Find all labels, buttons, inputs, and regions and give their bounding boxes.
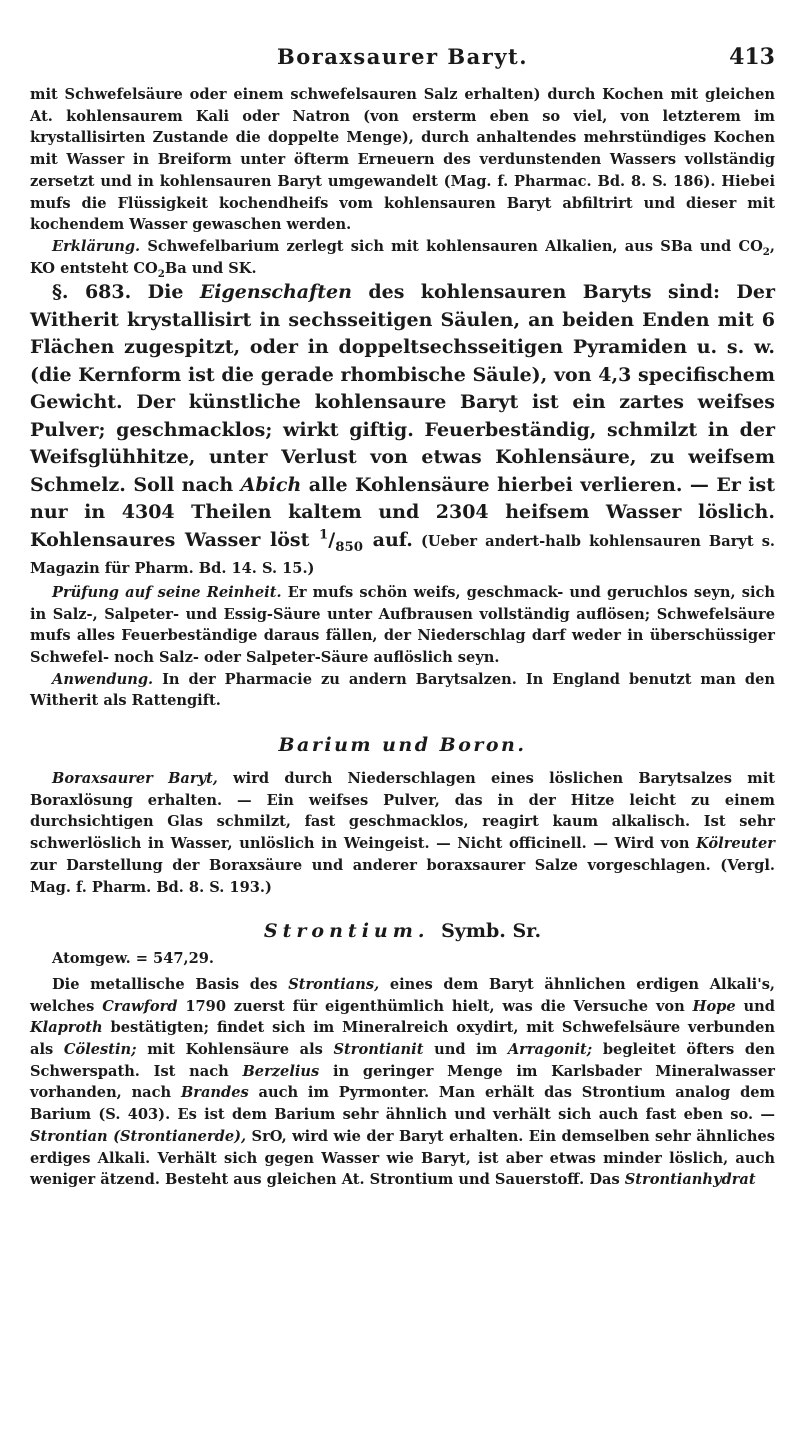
page-number: 413	[729, 44, 775, 70]
paragraph-text: , KO entsteht CO	[30, 237, 775, 277]
fraction-denominator: 850	[335, 539, 364, 555]
paragraph-text: bestätigten; findet sich im Mineralreich oxydirt, mit Schwefelsäure verbunden als	[30, 1019, 775, 1059]
paragraph-text: in geringer Menge im Karlsbader Mineralwasser vorhanden, nach	[30, 1062, 775, 1102]
paragraph-note: (Ueber andert-halb kohlensauren Baryt s. Magazin für Pharm. Bd. 14. S. 15.)	[30, 532, 775, 578]
paragraph-text: mit Schwefelsäure oder einem schwefelsauren Salz erhalten) durch Kochen mit gleichen At. kohlensaurem Kali oder Natron (von ersterm eben so viel, von letzterem im krystallisirten Zustande die doppelte Menge), durch anhaltendes mehrstündiges Kochen mit Wasser in Breiform unter öfterm Erneuern des verdunstenden Wassers vollständig zersetzt und in kohlensauren Baryt umgewandelt (Mag. f. Pharmac. Bd. 8. S. 186). Hiebei mufs die Flüssigkeit kochendheifs vom kohlensauren Baryt abfiltrirt und dieser mit kochendem Wasser gewaschen werden.	[30, 86, 775, 234]
emphasis-text: Strontian (Strontianerde),	[30, 1127, 247, 1145]
paragraph-text: und	[735, 997, 775, 1015]
fraction: $^1/_{850}$	[319, 527, 364, 555]
paragraph-text: 1790 zuerst für eigenthümlich hielt, was die Versuche von	[177, 997, 693, 1015]
paragraph-text: Schwefelbarium zerlegt sich mit kohlensauren Alkalien, aus SBa und CO	[140, 237, 763, 255]
mineral-name: Arragonit;	[507, 1041, 593, 1059]
author-name: Berzelius	[242, 1062, 320, 1080]
mineral-name: Strontianit	[333, 1041, 424, 1059]
paragraph-text: auch im Pyrmonter. Man erhält das Strontium analog dem Barium (S. 403). Es ist dem Barium sehr ähnlich und verhält sich auch fast eben so. —	[30, 1084, 776, 1124]
paragraph-text: Die metallische Basis des	[52, 975, 289, 993]
subscript: 2	[157, 267, 165, 280]
subscript: 2	[762, 245, 770, 258]
paragraph-text: und im	[423, 1041, 508, 1059]
fraction-numerator: 1	[319, 527, 329, 543]
paragraph-text: SrO, wird wie der Baryt erhalten. Ein demselben sehr ähnliches erdiges Alkali. Verhält sich gegen Wasser wie Baryt, ist aber etwas minder löslich, auch weniger ätzend. Besteht aus gleichen At. Strontium und Sauerstoff. Das	[30, 1127, 775, 1189]
author-name: Crawford	[102, 997, 178, 1015]
element-symbol: Symb. Sr.	[441, 920, 542, 943]
paragraph-text: wird durch Niederschlagen eines löslichen Barytsalzes mit Boraxlösung erhalten. — Ein weifses Pulver, das in der Hitze leicht zu einem durchsichtigen Glas schmilzt, fast geschmacklos, reagirt kaum alkalisch. Ist sehr schwerlöslich in Wasser, unlöslich in Weingeist. — Nicht officinell. — Wird von	[30, 770, 775, 853]
author-name: Klaproth	[30, 1019, 103, 1037]
label-explanation: Erklärung.	[52, 237, 141, 255]
section-mark: §. 683.	[52, 281, 132, 304]
emphasis-text: Strontianhydrat	[624, 1171, 756, 1189]
label-borax-baryt: Boraxsaurer Baryt,	[52, 770, 218, 788]
label-purity-test: Prüfung auf seine Reinheit.	[52, 583, 282, 601]
paragraph-text: alle Kohlensäure hierbei verlieren. — Er ist nur in 4304 Theilen kaltem und 2304 heifsem Wasser löslich. Kohlensaures Wasser löst	[30, 473, 775, 551]
author-name: Brandes	[180, 1084, 249, 1102]
paragraph-purity-test	[30, 582, 775, 669]
paragraph-text: Er mufs schön weifs, geschmack- und geruchlos seyn, sich in Salz-, Salpeter- und Essig-Säure unter Aufbrausen vollständig auflösen; Schwefelsäure mufs alles Feuerbeständige daraus fällen, der Niederschlag darf weder in überschüssiger Schwefel- noch Salz- oder Salpeter-Säure auflöslich seyn.	[30, 583, 775, 666]
paragraph-text: des kohlensauren Baryts sind: Der Witherit krystallisirt in sechsseitigen Säulen, an beiden Enden mit 6 Flächen zugespitzt, oder in doppeltsechsseitigen Pyramiden u. s. w. (die Kernform ist die gerade rhombische Säule), von 4,3 specifischem Gewicht. Der künstliche kohlensaure Baryt ist ein zartes weifses Pulver; geschmacklos; wirkt giftig. Feuerbeständig, schmilzt in der Weifsglühhitze, unter Verlust von etwas Kohlensäure, zu weifsem Schmelz. Soll nach	[30, 281, 775, 496]
paragraph-text: auf.	[363, 528, 413, 551]
paragraph-text: Ba und SK.	[164, 259, 257, 277]
atomic-weight-text: Atomgew. = 547,29.	[52, 950, 214, 968]
author-name: Kölreuter	[696, 835, 775, 853]
section-heading-barium-boron: Barium und Boron.	[278, 734, 527, 757]
emphasis-text: Strontians,	[288, 975, 380, 993]
label-application: Anwendung.	[52, 670, 154, 688]
atomic-weight	[30, 948, 775, 970]
running-title: Boraxsaurer Baryt.	[276, 44, 529, 69]
paragraph-explanation	[30, 236, 775, 279]
section-title: Strontium.	[263, 920, 430, 943]
label-properties: Eigenschaften	[199, 281, 352, 304]
paragraph-text: zur Darstellung der Boraxsäure und anderer boraxsaurer Salze vorgeschlagen. (Vergl. Mag. f. Pharm. Bd. 8. S. 193.)	[30, 856, 775, 896]
paragraph-text: mit Kohlensäure als	[136, 1041, 334, 1059]
author-name: Hope	[692, 997, 736, 1015]
paragraph-text: begleitet öfters den Schwerspath. Ist nach	[30, 1041, 776, 1080]
mineral-name: Cölestin;	[63, 1041, 137, 1059]
author-name: Abich	[240, 473, 302, 496]
paragraph-borax-baryt	[30, 768, 775, 898]
paragraph-strontium-description	[30, 974, 775, 1191]
paragraph-text: eines dem Baryt ähnlichen erdigen Alkali's, welches	[30, 975, 775, 1015]
paragraph-application	[30, 669, 775, 712]
paragraph-properties	[30, 279, 775, 582]
section-heading-strontium	[30, 920, 775, 942]
page-header	[30, 44, 775, 84]
paragraph-text: In der Pharmacie zu andern Barytsalzen. In England benutzt man den Witherit als Rattengift.	[30, 670, 775, 710]
book-page	[30, 44, 775, 1191]
paragraph-preparation-continued	[30, 84, 775, 236]
paragraph-text: Die	[131, 281, 200, 304]
